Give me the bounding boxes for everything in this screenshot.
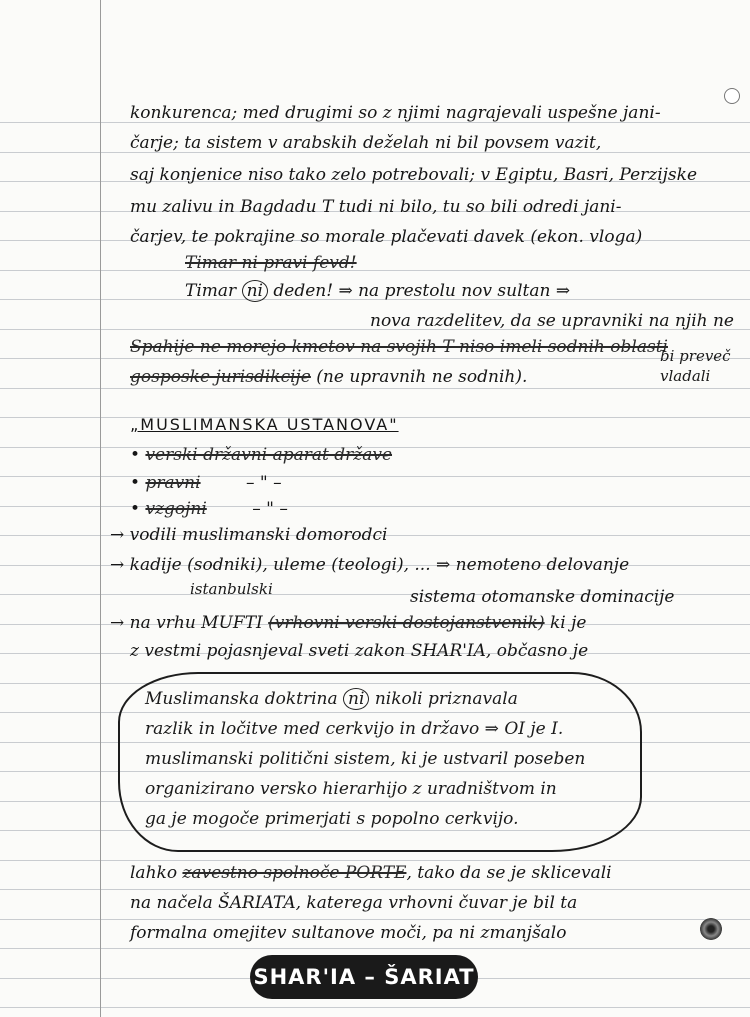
cloud-text: nikoli priznavala (374, 689, 518, 709)
note-line-3: saj konjenice niso tako zelo potrebovali; v Egiptu, Basri, Perzijske (130, 165, 698, 185)
struck-text: Timar ni pravi fevd! (185, 253, 357, 273)
ruled-line (0, 1007, 750, 1008)
bullet-3: • vzgojni – " – (130, 499, 288, 519)
footer-line-1 (130, 858, 738, 888)
timar-suffix: deden! ⇒ na prestolu nov sultan ⇒ (273, 281, 571, 301)
struck-line-spahije (130, 332, 738, 362)
struck-line-timar (185, 248, 738, 278)
small-note: istanbulski (190, 580, 273, 598)
footer-prefix: lahko (130, 863, 178, 883)
timar-line (185, 276, 738, 306)
ditto-mark: – " – (252, 499, 288, 519)
bullet-text: verski državni aparat države (145, 445, 393, 465)
bullet-text: pravni (145, 473, 201, 493)
insert-note: bi preveč vladali (660, 347, 731, 385)
ditto-mark: – " – (245, 473, 282, 493)
timar-prefix: Timar (185, 281, 237, 301)
section-heading (130, 410, 738, 440)
bullet-2: • pravni – " – (130, 473, 282, 493)
bullet-1: • verski državni aparat države (130, 445, 393, 465)
cloud-line-3: muslimanski politični sistem, ki je ustvaril poseben (145, 749, 586, 769)
arrow-line-3 (110, 608, 738, 638)
jurisdiction-suffix: (ne upravnih ne sodnih). (316, 367, 528, 387)
struck-text: (vrhovni verski dostojanstvenik) (268, 613, 545, 633)
struck-text: Spahije ne morejo kmetov na svojih T niso imeli sodnih oblasti (130, 337, 668, 357)
title-banner: SHAR'IA – ŠARIAT (250, 955, 478, 999)
mufti: MUFTI (201, 613, 263, 633)
struck-text: zavestno spolnoče PORTE (182, 863, 407, 883)
cloud-text: Muslimanska doktrina (145, 689, 338, 709)
cloud-line-1 (145, 684, 625, 714)
circled-word: ni (242, 280, 268, 302)
cloud-line-2: razlik in ločitve med cerkvijo in državo ⇒ OI je I. (145, 719, 564, 739)
arrow-3-suffix: ki je (549, 613, 587, 633)
ruled-line (0, 948, 750, 949)
arrow-line-1: → vodili muslimanski domorodci (110, 525, 388, 545)
cloud-line-4: organizirano versko hierarhijo z uradništvom in (145, 779, 557, 799)
struck-text: gosposke jurisdikcije (130, 367, 311, 387)
arrow-line-3-cont: z vestmi pojasnjeval sveti zakon SHAR'IA, občasno je (130, 641, 589, 661)
note-line-2: čarje; ta sistem v arabskih deželah ni bil povsem vazit, (130, 133, 602, 153)
footer-line-2: na načela ŠARIATA, katerega vrhovni čuvar je bil ta (130, 893, 578, 913)
cloud-line-5: ga je mogoče primerjati s popolno cerkvijo. (145, 809, 519, 829)
arrow-line-2-cont: sistema otomanske dominacije (410, 587, 675, 607)
next-line: nova razdelitev, da se upravniki na njih ne (370, 311, 734, 331)
flower-doodle-icon (700, 918, 722, 940)
note-line-4: mu zalivu in Bagdadu T tudi ni bilo, tu so bili odredi jani- (130, 197, 622, 217)
footer-line-3: formalna omejitev sultanove moči, pa ni zmanjšalo (130, 923, 567, 943)
margin-line (100, 0, 101, 1017)
jurisdiction-line (130, 362, 738, 392)
bullet-text: vzgojni (145, 499, 207, 519)
arrow-line-2: → kadije (sodniki), uleme (teologi), ... ⇒ nemoteno delovanje (110, 555, 630, 575)
circled-word: ni (343, 688, 369, 710)
heading-text: „MUSLIMANSKA USTANOVA" (130, 415, 399, 434)
arrow-3-prefix: → na vrhu (110, 613, 196, 633)
note-line-1: konkurenca; med drugimi so z njimi nagrajevali uspešne jani- (130, 103, 661, 123)
note-line-5: čarjev, te pokrajine so morale plačevati davek (ekon. vloga) (130, 227, 643, 247)
footer-suffix: , tako da se je sklicevali (406, 863, 612, 883)
